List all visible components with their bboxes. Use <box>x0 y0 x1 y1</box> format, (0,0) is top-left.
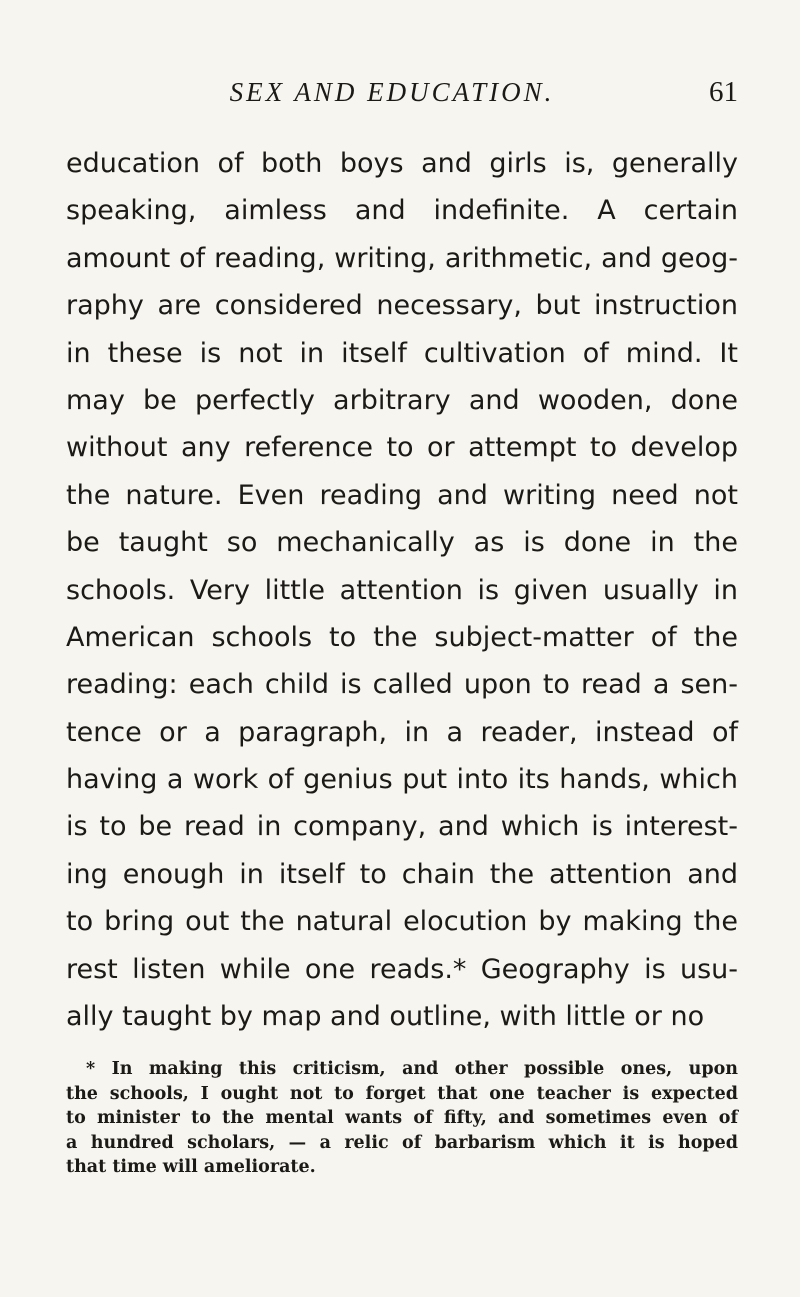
body-line: amount of reading, writing, arithmetic, and geog- <box>66 242 738 274</box>
body-line: education of both boys and girls is, generally <box>66 148 738 179</box>
body-line: be taught so mechanically as is done in the <box>66 527 738 559</box>
footnote-line: to minister to the mental wants of fifty, and sometimes even of <box>66 1108 738 1128</box>
running-head <box>66 72 738 112</box>
body-line: without any reference to or attempt to develop <box>66 432 738 464</box>
body-line: speaking, aimless and indefinite. A certain <box>66 195 738 227</box>
footnote-line: the schools, I ought not to forget that one teacher is expected <box>66 1083 738 1104</box>
footnote-line: that time will ameliorate. <box>66 1157 316 1177</box>
body-line: raphy are considered necessary, but instruction <box>66 290 738 322</box>
body-line: rest listen while one reads.* Geography is usu- <box>66 953 738 985</box>
body-line: may be perfectly arbitrary and wooden, done <box>66 384 738 416</box>
page-number: 61 <box>709 76 738 108</box>
footnote-line: a hundred scholars, — a relic of barbarism which it is hoped <box>66 1132 738 1153</box>
body-line: is to be read in company, and which is interest- <box>66 811 738 843</box>
body-line: to bring out the natural elocution by making the <box>66 906 738 938</box>
footnote <box>66 1057 738 1180</box>
body-line: ing enough in itself to chain the attention and <box>66 858 738 890</box>
body-line: having a work of genius put into its hands, which <box>66 764 738 796</box>
body-line: reading: each child is called upon to read a sen- <box>66 669 738 701</box>
body-line: the nature. Even reading and writing need not <box>66 479 738 511</box>
body-paragraph <box>66 140 738 1040</box>
body-line: in these is not in itself cultivation of mind. It <box>66 337 738 369</box>
running-title: SEX AND EDUCATION. <box>229 77 555 107</box>
body-line: ally taught by map and outline, with little or no <box>66 1001 705 1033</box>
body-line: schools. Very little attention is given usually in <box>66 574 738 606</box>
footnote-line: * In making this criticism, and other possible ones, upon <box>86 1059 738 1079</box>
body-line: American schools to the subject-matter of the <box>66 621 738 653</box>
body-line: tence or a paragraph, in a reader, instead of <box>66 716 738 748</box>
